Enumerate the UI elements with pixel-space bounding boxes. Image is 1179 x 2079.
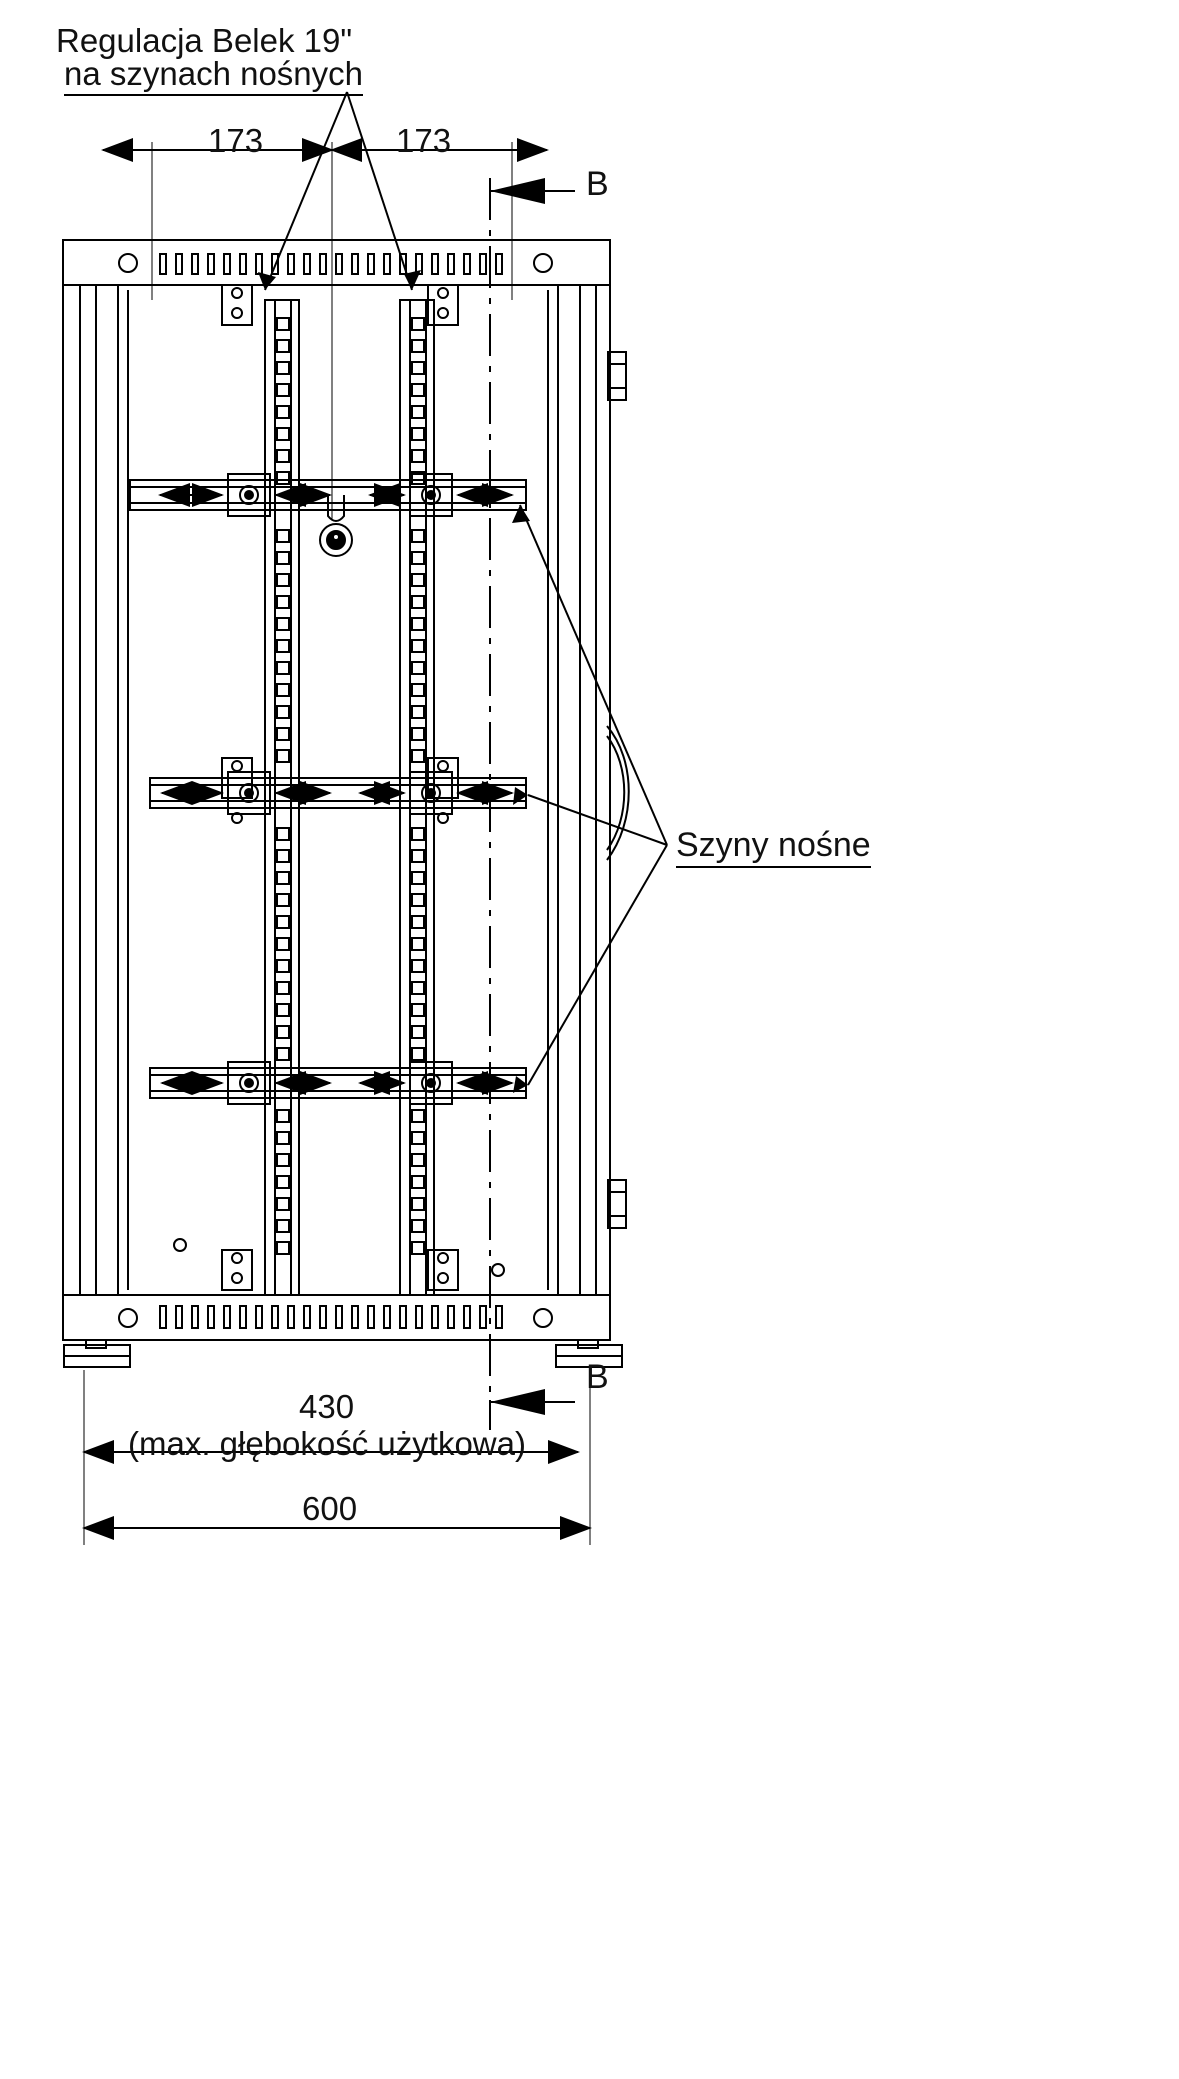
rail-column-left [174,285,299,1295]
vent-slots-bottom [160,1306,502,1328]
dimension-430-label: 430 [299,1388,355,1425]
section-b-bottom-label: B [586,1358,609,1396]
beam-row-2 [150,772,526,814]
dimension-600-label: 600 [302,1490,358,1527]
dimension-430-note-label: (max. głębokość użytkowa) [128,1425,526,1462]
section-b-top-label: B [586,165,609,203]
note-title-line1: Regulacja Belek 19" [56,22,353,59]
dimension-173-left-label: 173 [208,122,264,159]
note-title-line2: na szynach nośnych [64,55,363,96]
vent-slots-top [160,254,502,274]
cylinder-lock [320,495,352,556]
dimension-173-group [103,142,547,520]
cabinet-body [63,240,610,1340]
leader-lines-rails [520,505,667,1085]
section-arrow-bottom [490,1389,575,1415]
rails-callout-label: Szyny nośne [676,826,871,868]
beam-row-3 [150,1062,526,1104]
section-arrow-top [490,178,575,204]
foot-left [64,1340,130,1367]
dimension-173-right-label: 173 [396,122,452,159]
